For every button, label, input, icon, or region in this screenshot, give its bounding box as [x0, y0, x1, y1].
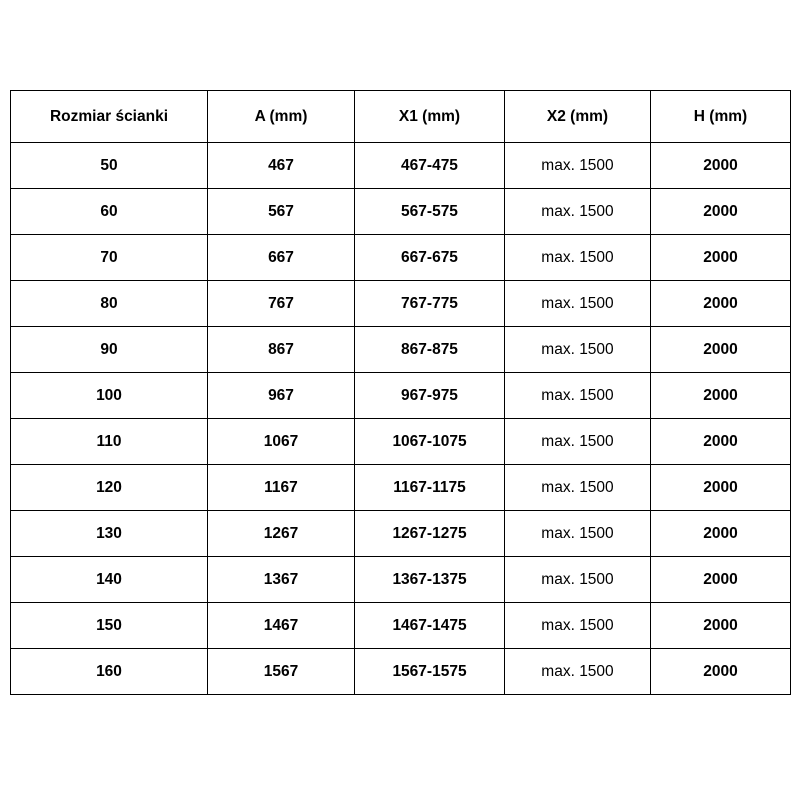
cell-a: 1067 — [208, 419, 355, 465]
cell-h: 2000 — [651, 557, 791, 603]
cell-size: 140 — [11, 557, 208, 603]
specification-table-container — [10, 90, 790, 695]
cell-a: 1267 — [208, 511, 355, 557]
table-row — [11, 327, 791, 373]
table-row — [11, 373, 791, 419]
cell-h: 2000 — [651, 465, 791, 511]
cell-a: 1467 — [208, 603, 355, 649]
cell-x1: 1267-1275 — [355, 511, 505, 557]
table-row — [11, 189, 791, 235]
cell-a: 867 — [208, 327, 355, 373]
cell-h: 2000 — [651, 189, 791, 235]
cell-h: 2000 — [651, 327, 791, 373]
cell-a: 467 — [208, 143, 355, 189]
table-body — [11, 143, 791, 695]
cell-x1: 867-875 — [355, 327, 505, 373]
cell-h: 2000 — [651, 603, 791, 649]
cell-a: 767 — [208, 281, 355, 327]
cell-x2: max. 1500 — [505, 419, 651, 465]
cell-h: 2000 — [651, 373, 791, 419]
column-header-x2: X2 (mm) — [505, 91, 651, 143]
cell-h: 2000 — [651, 419, 791, 465]
cell-size: 60 — [11, 189, 208, 235]
cell-x2: max. 1500 — [505, 603, 651, 649]
cell-size: 130 — [11, 511, 208, 557]
cell-x1: 767-775 — [355, 281, 505, 327]
cell-a: 1567 — [208, 649, 355, 695]
cell-h: 2000 — [651, 649, 791, 695]
table-header-row — [11, 91, 791, 143]
cell-h: 2000 — [651, 511, 791, 557]
cell-size: 80 — [11, 281, 208, 327]
cell-x1: 1467-1475 — [355, 603, 505, 649]
table-row — [11, 465, 791, 511]
cell-h: 2000 — [651, 143, 791, 189]
table-row — [11, 649, 791, 695]
cell-x1: 1167-1175 — [355, 465, 505, 511]
cell-x2: max. 1500 — [505, 557, 651, 603]
table-row — [11, 603, 791, 649]
cell-x2: max. 1500 — [505, 143, 651, 189]
cell-size: 160 — [11, 649, 208, 695]
table-row — [11, 143, 791, 189]
cell-size: 90 — [11, 327, 208, 373]
column-header-a: A (mm) — [208, 91, 355, 143]
cell-x1: 967-975 — [355, 373, 505, 419]
table-row — [11, 281, 791, 327]
column-header-size: Rozmiar ścianki — [11, 91, 208, 143]
table-row — [11, 557, 791, 603]
cell-size: 150 — [11, 603, 208, 649]
cell-x2: max. 1500 — [505, 649, 651, 695]
table-row — [11, 235, 791, 281]
cell-h: 2000 — [651, 281, 791, 327]
column-header-h: H (mm) — [651, 91, 791, 143]
cell-x1: 667-675 — [355, 235, 505, 281]
cell-x1: 1067-1075 — [355, 419, 505, 465]
cell-a: 667 — [208, 235, 355, 281]
cell-x2: max. 1500 — [505, 189, 651, 235]
cell-x2: max. 1500 — [505, 373, 651, 419]
cell-a: 567 — [208, 189, 355, 235]
cell-size: 110 — [11, 419, 208, 465]
cell-x1: 467-475 — [355, 143, 505, 189]
cell-x1: 567-575 — [355, 189, 505, 235]
cell-size: 70 — [11, 235, 208, 281]
column-header-x1: X1 (mm) — [355, 91, 505, 143]
cell-x2: max. 1500 — [505, 327, 651, 373]
specification-table — [10, 90, 791, 695]
cell-h: 2000 — [651, 235, 791, 281]
cell-a: 1367 — [208, 557, 355, 603]
table-row — [11, 511, 791, 557]
cell-size: 100 — [11, 373, 208, 419]
table-row — [11, 419, 791, 465]
cell-x2: max. 1500 — [505, 511, 651, 557]
cell-a: 967 — [208, 373, 355, 419]
cell-a: 1167 — [208, 465, 355, 511]
cell-size: 120 — [11, 465, 208, 511]
cell-x2: max. 1500 — [505, 281, 651, 327]
cell-x1: 1567-1575 — [355, 649, 505, 695]
cell-size: 50 — [11, 143, 208, 189]
cell-x2: max. 1500 — [505, 465, 651, 511]
table-header — [11, 91, 791, 143]
cell-x1: 1367-1375 — [355, 557, 505, 603]
cell-x2: max. 1500 — [505, 235, 651, 281]
